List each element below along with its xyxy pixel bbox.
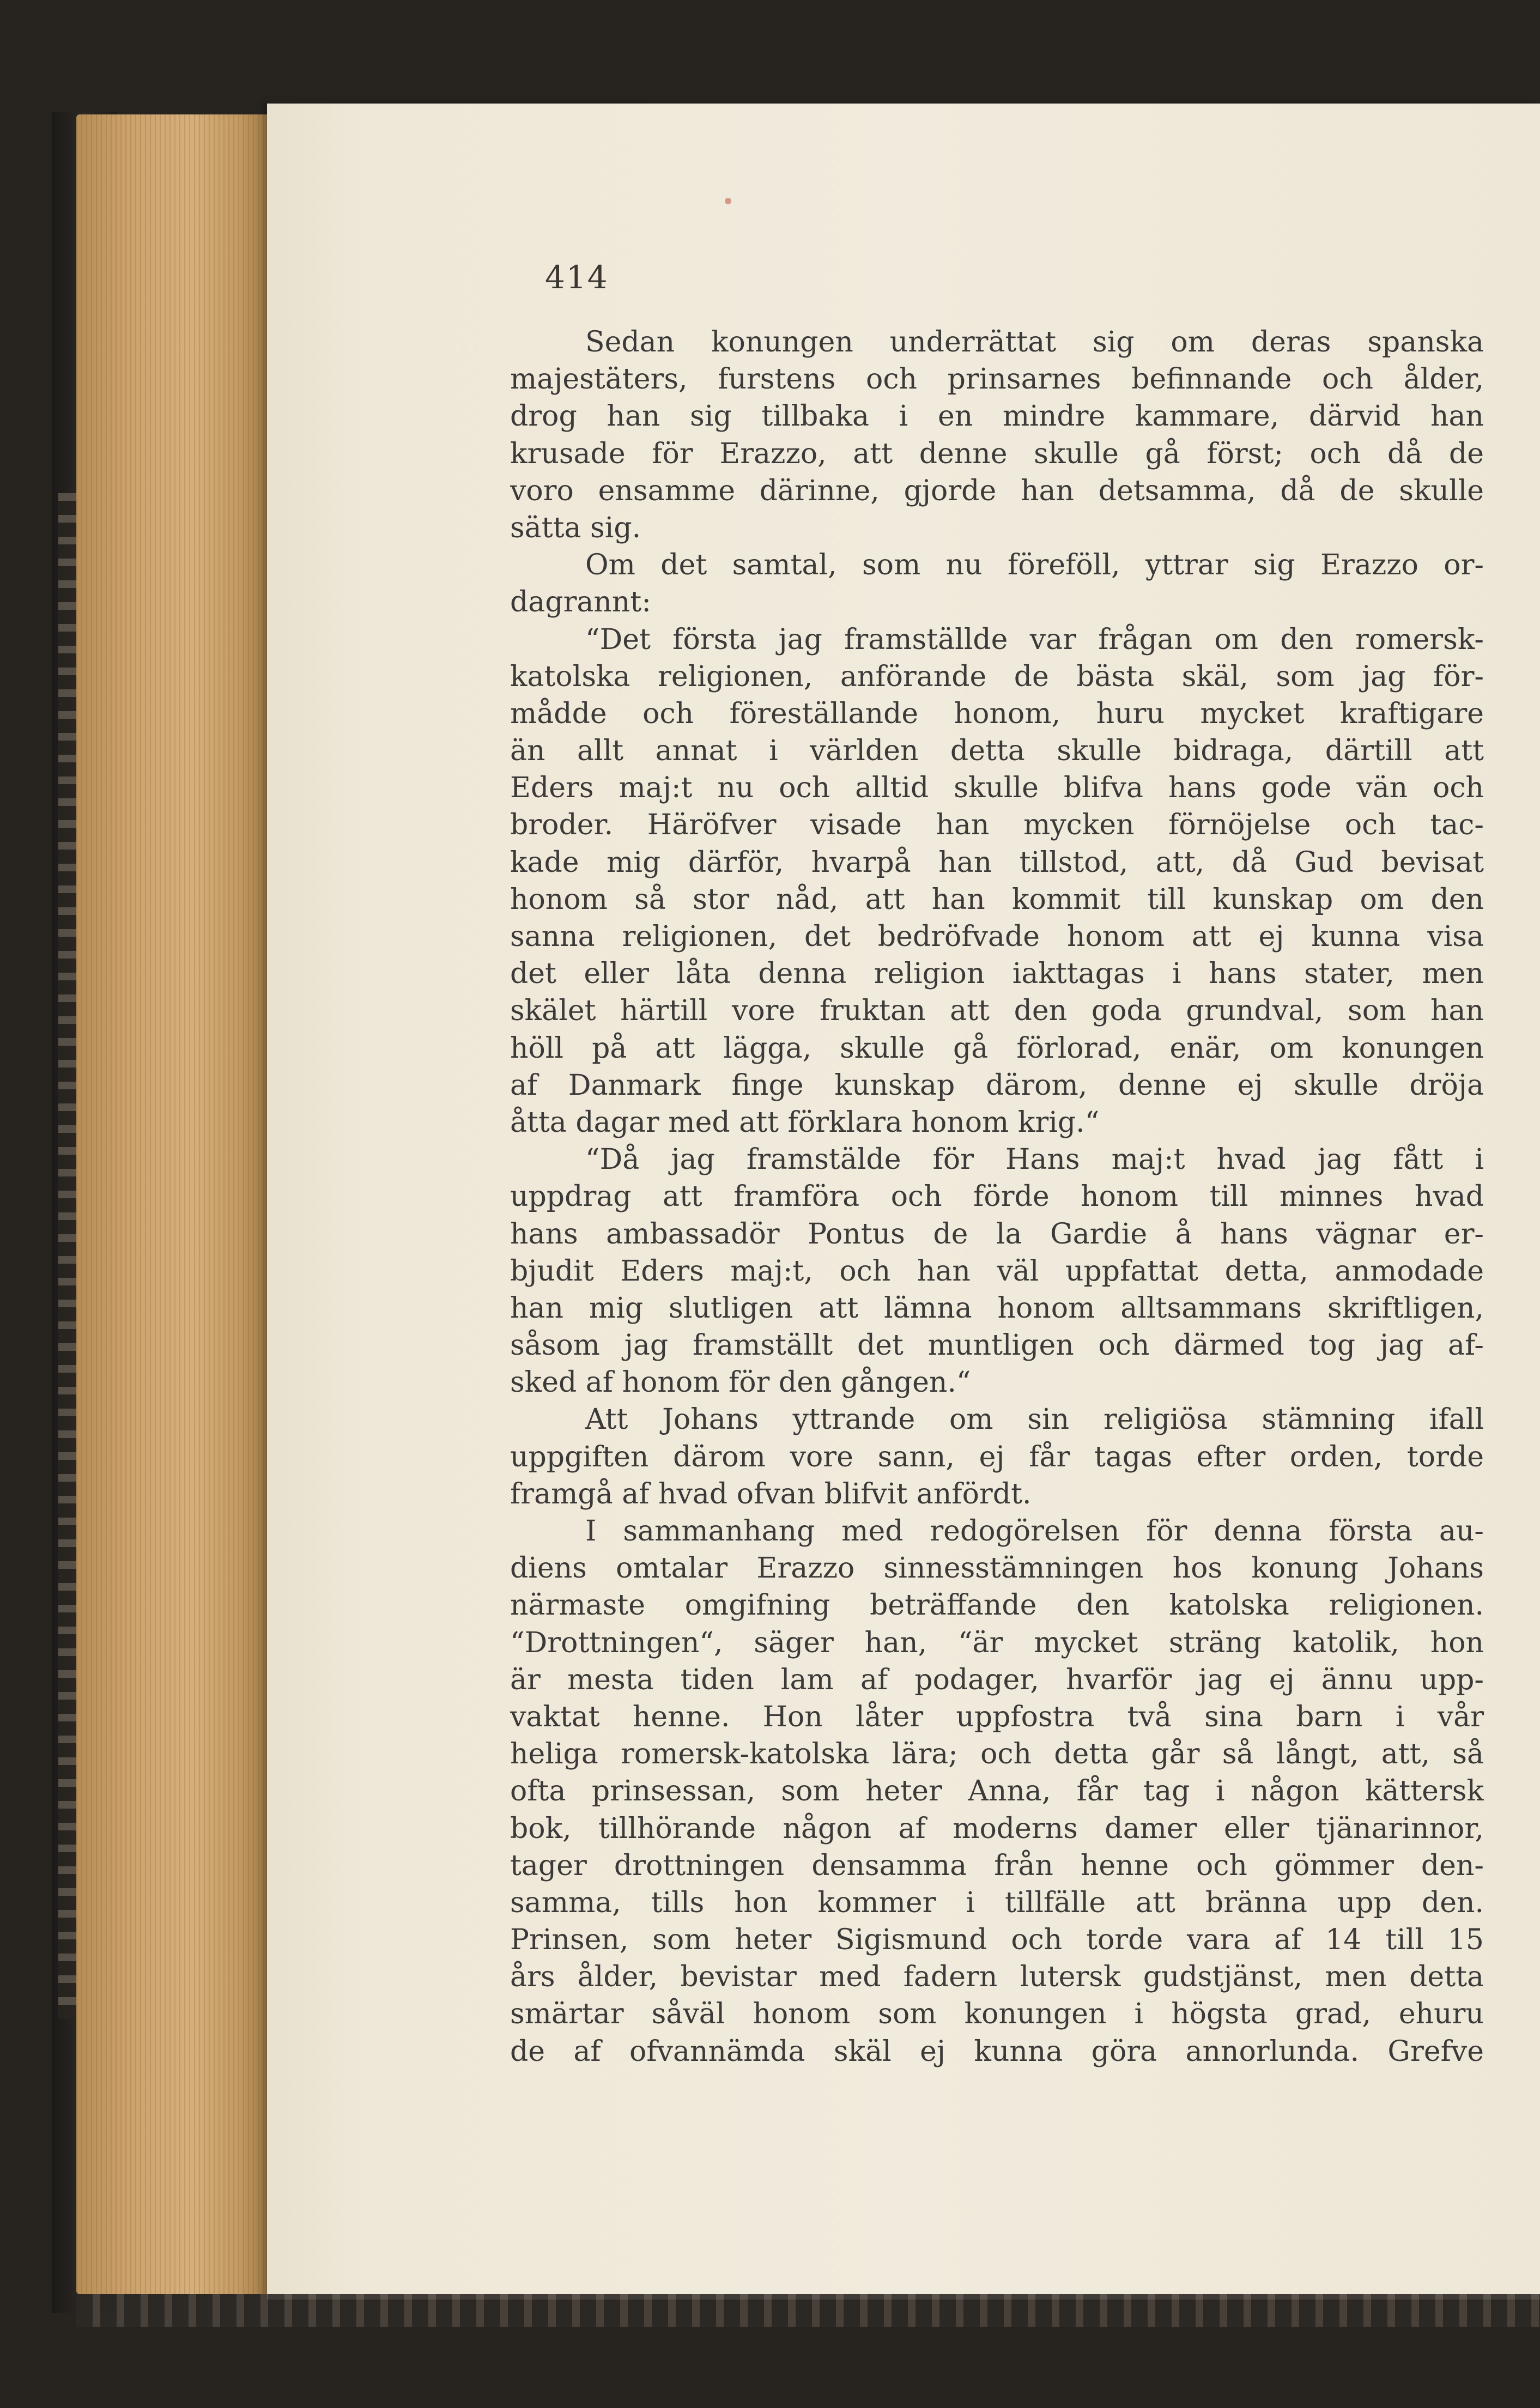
text-line: tager drottningen densamma från henne och gömmer den-: [510, 1849, 1484, 1882]
text-line: det eller låta denna religion iakttagas i hans stater, men: [510, 957, 1484, 991]
text-line: än allt annat i världen detta skulle bidraga, därtill att: [510, 735, 1484, 768]
text-line: är mesta tiden lam af podager, hvarför jag ej ännu upp-: [510, 1663, 1484, 1696]
text-line: Att Johans yttrande om sin religiösa stämning ifall: [585, 1403, 1484, 1436]
text-line: åtta dagar med att förklara honom krig.“: [510, 1106, 1100, 1139]
text-line: katolska religionen, anförande de bästa skäl, som jag för-: [510, 660, 1484, 693]
page-number: 414: [545, 259, 609, 296]
bottom-binding-strip: [76, 2294, 1540, 2327]
text-line: samma, tills hon kommer i tillfälle att bränna upp den.: [510, 1886, 1484, 1919]
text-line: mådde och föreställande honom, huru mycket kraftigare: [510, 697, 1484, 730]
text-line: bjudit Eders maj:t, och han väl uppfattat detta, anmodade: [510, 1254, 1484, 1288]
text-line: Sedan konungen underrättat sig om deras spanska: [585, 326, 1484, 359]
text-line: af Danmark finge kunskap därom, denne ej skulle dröja: [510, 1069, 1484, 1102]
text-line: broder. Häröfver visade han mycken förnöjelse och tac-: [510, 809, 1484, 842]
text-line: majestäters, furstens och prinsarnes befinnande och ålder,: [510, 363, 1484, 396]
text-line: “Då jag framstälde för Hans maj:t hvad jag fått i: [585, 1143, 1484, 1176]
text-line: uppdrag att framföra och förde honom till minnes hvad: [510, 1180, 1484, 1214]
text-line: sanna religionen, det bedröfvade honom att ej kunna visa: [510, 920, 1484, 953]
text-line: vaktat henne. Hon låter uppfostra två sina barn i vår: [510, 1700, 1484, 1733]
text-line: Eders maj:t nu och alltid skulle blifva hans gode vän och: [510, 772, 1484, 805]
text-line: dagrannt:: [510, 586, 651, 619]
text-line: Om det samtal, som nu föreföll, yttrar sig Erazzo or-: [585, 549, 1484, 582]
text-line: voro ensamme därinne, gjorde han detsamma, då de skulle: [510, 474, 1484, 507]
text-line: såsom jag framställt det muntligen och därmed tog jag af-: [510, 1329, 1484, 1362]
text-line: heliga romersk-katolska lära; och detta går så långt, att, så: [510, 1738, 1484, 1771]
text-line: diens omtalar Erazzo sinnesstämningen hos konung Johans: [510, 1552, 1484, 1585]
text-line: skälet härtill vore fruktan att den goda grundval, som han: [510, 994, 1484, 1028]
body-text: [510, 324, 1484, 2070]
text-line: höll på att lägga, skulle gå förlorad, enär, om konungen: [510, 1032, 1484, 1065]
text-line: I sammanhang med redogörelsen för denna första au-: [585, 1515, 1484, 1548]
text-line: hans ambassadör Pontus de la Gardie å hans vägnar er-: [510, 1217, 1484, 1251]
text-line: sätta sig.: [510, 511, 641, 544]
text-line: uppgiften därom vore sann, ej får tagas efter orden, torde: [510, 1440, 1484, 1473]
page-edges: [76, 114, 267, 2294]
text-line: kade mig därför, hvarpå han tillstod, att, då Gud bevisat: [510, 846, 1484, 879]
text-line: krusade för Erazzo, att denne skulle gå först; och då de: [510, 437, 1484, 470]
text-line: framgå af hvad ofvan blifvit anfördt.: [510, 1477, 1032, 1511]
text-line: “Det första jag framställde var frågan om den romersk-: [585, 623, 1484, 656]
text-line: drog han sig tillbaka i en mindre kammare, därvid han: [510, 400, 1484, 433]
text-line: ofta prinsessan, som heter Anna, får tag i någon kättersk: [510, 1775, 1484, 1808]
text-line: närmaste omgifning beträffande den katolska religionen.: [510, 1589, 1484, 1622]
text-line: han mig slutligen att lämna honom alltsammans skriftligen,: [510, 1291, 1484, 1325]
paper-speck: [725, 198, 731, 204]
text-line: års ålder, bevistar med fadern lutersk gudstjänst, men detta: [510, 1961, 1484, 1994]
text-line: honom så stor nåd, att han kommit till kunskap om den: [510, 883, 1484, 916]
text-line: de af ofvannämda skäl ej kunna göra annorlunda. Grefve: [510, 2035, 1484, 2068]
text-line: “Drottningen“, säger han, “är mycket sträng katolik, hon: [510, 1626, 1484, 1659]
text-line: bok, tillhörande någon af moderns damer eller tjänarinnor,: [510, 1812, 1484, 1845]
text-line: sked af honom för den gången.“: [510, 1366, 971, 1399]
text-line: Prinsen, som heter Sigismund och torde vara af 14 till 15: [510, 1924, 1484, 1957]
text-line: smärtar såväl honom som konungen i högsta grad, ehuru: [510, 1998, 1484, 2031]
